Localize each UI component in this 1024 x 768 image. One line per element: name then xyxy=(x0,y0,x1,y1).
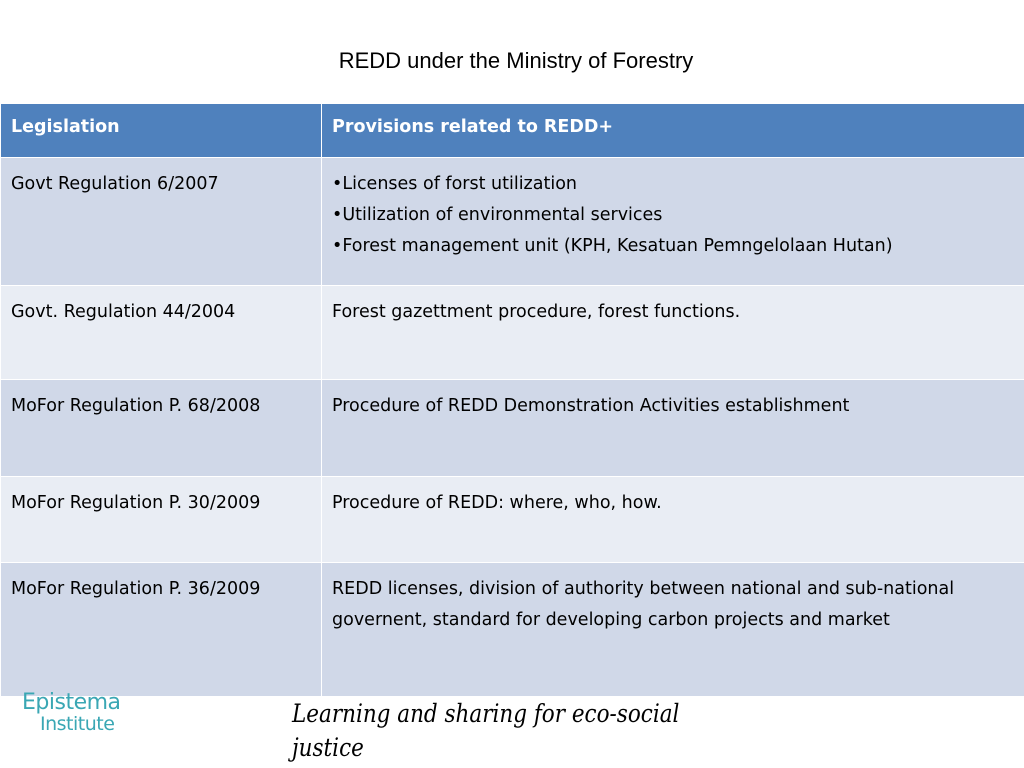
tagline: Learning and sharing for eco-social justice xyxy=(292,699,680,762)
provisions-list xyxy=(332,169,1014,262)
list-item: • Forest management unit (KPH, Kesatuan Pemngelolaan Hutan) xyxy=(332,231,1014,262)
provisions-cell: Procedure of REDD: where, who, how. xyxy=(322,477,1024,563)
table-row xyxy=(1,477,1024,563)
legislation-cell: MoFor Regulation P. 36/2009 xyxy=(1,563,322,697)
table-row xyxy=(1,158,1024,286)
header-legislation: Legislation xyxy=(1,104,322,158)
logo-line2: Institute xyxy=(40,713,115,735)
legislation-cell: Govt Regulation 6/2007 xyxy=(1,158,322,286)
provisions-cell: Forest gazettment procedure, forest functions. xyxy=(322,286,1024,380)
legislation-table xyxy=(0,103,1024,697)
logo-line1: Epistema xyxy=(22,690,121,715)
provisions-cell: REDD licenses, division of authority between national and sub-national governent, standard for developing carbon projects and market xyxy=(322,563,1024,697)
epistema-logo xyxy=(22,692,132,740)
table-row xyxy=(1,380,1024,477)
header-provisions: Provisions related to REDD+ xyxy=(322,104,1024,158)
list-item: • Licenses of forst utilization xyxy=(332,169,1014,200)
legislation-cell: MoFor Regulation P. 30/2009 xyxy=(1,477,322,563)
provisions-cell xyxy=(322,158,1024,286)
list-item: • Utilization of environmental services xyxy=(332,200,1014,231)
slide-title: REDD under the Ministry of Forestry xyxy=(338,48,694,73)
legislation-cell: Govt. Regulation 44/2004 xyxy=(1,286,322,380)
table-row xyxy=(1,286,1024,380)
table-header-row xyxy=(1,104,1024,158)
provisions-cell: Procedure of REDD Demonstration Activities establishment xyxy=(322,380,1024,477)
table-row xyxy=(1,563,1024,697)
legislation-cell: MoFor Regulation P. 68/2008 xyxy=(1,380,322,477)
